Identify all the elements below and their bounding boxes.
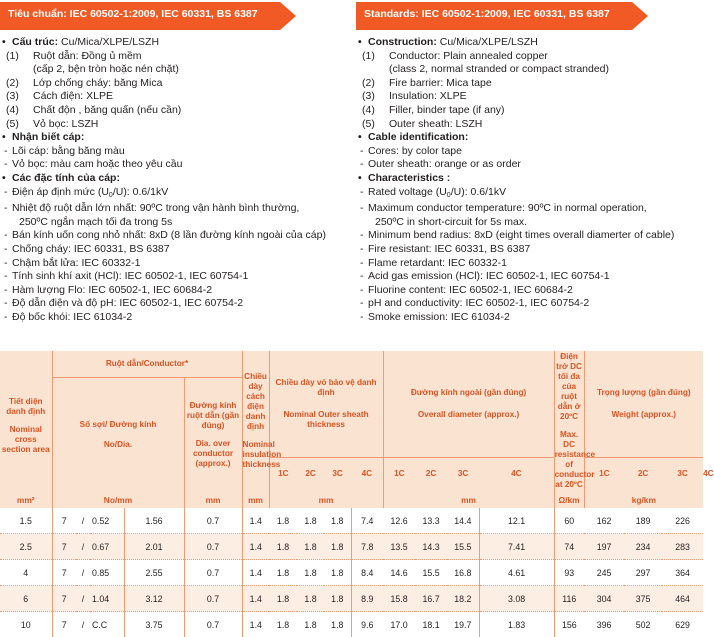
unit-res: Ω/km: [554, 491, 584, 508]
cell-sheath-4c: 1.8: [324, 508, 351, 534]
left-banner-text: Tiêu chuẩn: IEC 60502-1:2009, IEC 60331, BS 6387: [8, 8, 258, 20]
unit-wt: kg/km: [584, 491, 703, 508]
cell-weight-4c: 283: [662, 534, 703, 560]
cell-slash: /: [76, 612, 90, 637]
core-header-sheath-1c: 1C: [269, 457, 297, 491]
core-header-wt-2c: 2C: [624, 457, 662, 491]
core-count-row: 1C 2C 3C 4C 1C 2C 3C 4C 1C 2C 3C 4C: [0, 457, 703, 491]
cell-sheath-1c: 1.4: [242, 508, 269, 534]
cell-weight-3c: 234: [624, 534, 662, 560]
header-strands: Số sợi/ Đường kính No/Dia.: [52, 378, 184, 492]
cell-od-3c: 13.3: [415, 508, 447, 534]
cell-od-1c: 8.9: [351, 586, 383, 612]
left-spec-column: [0, 36, 350, 324]
table-row: [0, 560, 703, 586]
cell-strand-count: 7: [52, 560, 76, 586]
cell-conductor-diameter: 1.56: [124, 508, 184, 534]
unit-dia: mm: [184, 491, 242, 508]
cell-od-1c: 8.4: [351, 560, 383, 586]
core-header-od-2c: 2C: [415, 457, 447, 491]
core-header-od-4c: 4C: [479, 457, 554, 491]
item-number: (1): [362, 50, 386, 64]
item-number: (1): [6, 50, 30, 64]
table-row: [0, 534, 703, 560]
cell-weight-3c: 502: [624, 612, 662, 637]
cell-weight-1c: 93: [554, 560, 584, 586]
cell-insulation: 0.7: [184, 560, 242, 586]
table-row: [0, 508, 703, 534]
construction-item: [356, 90, 699, 104]
cell-strand-count: 7: [52, 586, 76, 612]
item-text: Vỏ bọc: LSZH: [0, 118, 350, 132]
cell-weight-2c: 245: [584, 560, 624, 586]
rated-voltage: - Điện áp định mức (U0/U): 0.6/1kV: [0, 186, 350, 203]
cell-od-2c: 15.8: [383, 586, 415, 612]
right-banner-text: Standards: IEC 60502-1:2009, IEC 60331, BS 6387: [364, 8, 610, 20]
cell-dc-resistance: 3.08: [479, 586, 554, 612]
rated-voltage: - Rated voltage (U0/U): 0.6/1kV: [356, 186, 699, 203]
characteristic-item: - Flame retardant: IEC 60332-1: [356, 257, 699, 271]
cell-strand-count: 7: [52, 534, 76, 560]
characteristic-item: - Fire resistant: IEC 60331, BS 6387: [356, 243, 699, 257]
core-header-wt-1c: 1C: [584, 457, 624, 491]
cell-sheath-2c: 1.8: [269, 508, 297, 534]
left-standards-banner: [0, 2, 300, 30]
unit-od: mm: [383, 491, 554, 508]
cell-wire-diameter: 0.52: [90, 508, 124, 534]
cell-area: 1.5: [0, 508, 52, 534]
identification-item: - Outer sheath: orange or as order: [356, 158, 699, 172]
item-text: (class 2, normal stranded or compact stranded): [356, 63, 699, 77]
cell-conductor-diameter: 2.55: [124, 560, 184, 586]
table-body: [0, 508, 703, 637]
cell-sheath-4c: 1.8: [324, 560, 351, 586]
header-overall-diameter: Đường kính ngoài (gần đúng) Overall diameter (approx.): [383, 351, 554, 457]
characteristics-heading: • Characteristics :: [356, 172, 699, 186]
cell-sheath-1c: 1.4: [242, 534, 269, 560]
core-header-od-1c: 1C: [383, 457, 415, 491]
cell-od-2c: 17.0: [383, 612, 415, 637]
characteristics-heading: • Các đặc tính của cáp:: [0, 172, 350, 186]
cell-strand-count: 7: [52, 612, 76, 637]
short-circuit-temperature: 250ºC in short-circuit for 5s max.: [356, 216, 699, 230]
cell-wire-diameter: C.C: [90, 612, 124, 637]
cell-od-3c: 18.1: [415, 612, 447, 637]
cell-weight-4c: 629: [662, 612, 703, 637]
construction-heading: • Cấu trúc: Cu/Mica/XLPE/LSZH: [0, 36, 350, 50]
construction-item: [356, 63, 699, 77]
construction-item: [0, 50, 350, 64]
cell-conductor-diameter: 2.01: [124, 534, 184, 560]
characteristic-item: - Chống cháy: IEC 60331, BS 6387: [0, 243, 350, 257]
cell-dc-resistance: 1.83: [479, 612, 554, 637]
item-text: Chất độn , băng quấn (nếu cần): [0, 104, 350, 118]
cell-sheath-1c: 1.4: [242, 586, 269, 612]
identification-item: - Lõi cáp: bằng băng màu: [0, 145, 350, 159]
header-dc-resistance: Điện trở DC tối đa của ruột dẫn ở 20ºC Max. DC resistance of conductor at 20ºC: [554, 351, 584, 491]
construction-item: [0, 118, 350, 132]
item-text: Fire barrier: Mica tape: [356, 77, 699, 91]
item-number: (4): [6, 104, 30, 118]
units-row: [0, 491, 703, 508]
short-circuit-temperature: 250ºC ngắn mạch tối đa trong 5s: [0, 216, 350, 230]
header-insulation: Chiều dày cách điện danh định Nominal insulation thickness: [242, 351, 269, 491]
cell-od-3c: 16.7: [415, 586, 447, 612]
cell-slash: /: [76, 560, 90, 586]
item-text: (cấp 2, bện tròn hoặc nén chặt): [0, 63, 350, 77]
cell-sheath-4c: 1.8: [324, 612, 351, 637]
cell-sheath-1c: 1.4: [242, 612, 269, 637]
header-conductor: Ruột dẫn/Conductor*: [52, 351, 242, 378]
cell-weight-3c: 375: [624, 586, 662, 612]
construction-item: [356, 118, 699, 132]
identification-item: - Vỏ bọc: màu cam hoặc theo yêu cầu: [0, 158, 350, 172]
identification-list: [356, 145, 699, 172]
cell-weight-2c: 197: [584, 534, 624, 560]
cell-weight-1c: 116: [554, 586, 584, 612]
item-number: (5): [6, 118, 30, 132]
item-number: (3): [6, 90, 30, 104]
cell-weight-1c: 156: [554, 612, 584, 637]
cell-weight-2c: 162: [584, 508, 624, 534]
cell-area: 10: [0, 612, 52, 637]
cell-insulation: 0.7: [184, 508, 242, 534]
cell-od-4c: 18.2: [447, 586, 479, 612]
unit-ins: mm: [242, 491, 269, 508]
item-text: Cách điện: XLPE: [0, 90, 350, 104]
item-number: (4): [362, 104, 386, 118]
cell-weight-1c: 60: [554, 508, 584, 534]
cell-weight-1c: 74: [554, 534, 584, 560]
cell-weight-3c: 189: [624, 508, 662, 534]
cell-conductor-diameter: 3.12: [124, 586, 184, 612]
table-row: [0, 586, 703, 612]
core-header-od-3c: 3C: [447, 457, 479, 491]
item-number: (2): [362, 77, 386, 91]
characteristic-item: - Smoke emission: IEC 61034-2: [356, 311, 699, 325]
core-header-sheath-3c: 3C: [324, 457, 351, 491]
unit-area: mm²: [0, 491, 52, 508]
right-spec-column: [356, 36, 699, 324]
characteristic-item: - Acid gas emission (HCl): IEC 60502-1, IEC 60754-1: [356, 270, 699, 284]
characteristic-item: - pH and conductivity: IEC 60502-1, IEC 60754-2: [356, 297, 699, 311]
construction-item: [356, 77, 699, 91]
cell-od-3c: 14.3: [415, 534, 447, 560]
unit-strands: No/mm: [52, 491, 184, 508]
table-row: [0, 612, 703, 637]
cell-od-2c: 14.6: [383, 560, 415, 586]
identification-list: [0, 145, 350, 172]
cell-sheath-2c: 1.8: [269, 534, 297, 560]
cell-od-1c: 7.4: [351, 508, 383, 534]
cell-od-2c: 12.6: [383, 508, 415, 534]
core-header-sheath-4c: 4C: [351, 457, 383, 491]
cell-od-1c: 9.6: [351, 612, 383, 637]
characteristic-item: - Minimum bend radius: 8xD (eight times overall diamerter of cable): [356, 229, 699, 243]
cell-od-3c: 15.5: [415, 560, 447, 586]
identification-heading: • Nhận biết cáp:: [0, 131, 350, 145]
cell-conductor-diameter: 3.75: [124, 612, 184, 637]
core-header-wt-3c: 3C: [662, 457, 703, 491]
cell-od-4c: 14.4: [447, 508, 479, 534]
item-text: Lớp chống cháy: băng Mica: [0, 77, 350, 91]
max-temperature: - Maximum conductor temperature: 90ºC in normal operation,: [356, 202, 699, 216]
characteristic-item: - Độ bốc khói: IEC 61034-2: [0, 311, 350, 325]
characteristic-item: - Hàm lượng Flo: IEC 60502-1, IEC 60684-2: [0, 284, 350, 298]
cell-area: 6: [0, 586, 52, 612]
cell-sheath-4c: 1.8: [324, 586, 351, 612]
cell-weight-4c: 226: [662, 508, 703, 534]
item-number: (3): [362, 90, 386, 104]
cell-od-4c: 16.8: [447, 560, 479, 586]
item-text: Insulation: XLPE: [356, 90, 699, 104]
identification-heading: • Cable identification:: [356, 131, 699, 145]
cell-weight-2c: 396: [584, 612, 624, 637]
item-text: Conductor: Plain annealed copper: [356, 50, 699, 64]
header-area: Tiết diện danh định Nominal cross section area: [0, 351, 52, 491]
item-text: Ruột dẫn: Đồng ủ mềm: [0, 50, 350, 64]
max-temperature: - Nhiệt độ ruột dẫn lớn nhất: 90ºC trong vận hành bình thường,: [0, 202, 350, 216]
core-header-sheath-2c: 2C: [297, 457, 324, 491]
item-number: (5): [362, 118, 386, 132]
header-weight: Trọng lượng (gần đúng) Weight (approx.): [584, 351, 703, 457]
cable-spec-table: [0, 351, 703, 637]
construction-item: [0, 104, 350, 118]
cell-dc-resistance: 4.61: [479, 560, 554, 586]
cell-od-4c: 19.7: [447, 612, 479, 637]
cell-weight-2c: 304: [584, 586, 624, 612]
construction-list: [356, 50, 699, 132]
cell-weight-4c: 464: [662, 586, 703, 612]
right-standards-banner: [356, 2, 656, 30]
cell-sheath-3c: 1.8: [297, 534, 324, 560]
cell-od-2c: 13.5: [383, 534, 415, 560]
cell-strand-count: 7: [52, 508, 76, 534]
cell-area: 2.5: [0, 534, 52, 560]
construction-item: [356, 104, 699, 118]
cell-wire-diameter: 0.85: [90, 560, 124, 586]
cell-weight-3c: 297: [624, 560, 662, 586]
header-sheath: Chiều dày vỏ bảo vệ danh định Nominal Outer sheath thickness: [269, 351, 383, 457]
cell-slash: /: [76, 586, 90, 612]
characteristics-list: [0, 229, 350, 324]
cell-dc-resistance: 7.41: [479, 534, 554, 560]
cell-sheath-2c: 1.8: [269, 560, 297, 586]
header-conductor-diameter: Đường kính ruột dẫn (gần đúng) Dia. over conductor (approx.): [184, 378, 242, 492]
cell-sheath-1c: 1.4: [242, 560, 269, 586]
cell-od-4c: 15.5: [447, 534, 479, 560]
cell-sheath-3c: 1.8: [297, 612, 324, 637]
item-text: Outer sheath: LSZH: [356, 118, 699, 132]
item-number: (2): [6, 77, 30, 91]
cell-insulation: 0.7: [184, 612, 242, 637]
cell-wire-diameter: 0.67: [90, 534, 124, 560]
unit-sheath: mm: [269, 491, 383, 508]
identification-item: - Cores: by color tape: [356, 145, 699, 159]
cell-insulation: 0.7: [184, 534, 242, 560]
cell-od-1c: 7.8: [351, 534, 383, 560]
cell-slash: /: [76, 508, 90, 534]
cell-sheath-2c: 1.8: [269, 586, 297, 612]
cell-sheath-2c: 1.8: [269, 612, 297, 637]
cell-sheath-3c: 1.8: [297, 560, 324, 586]
characteristics-list: [356, 229, 699, 324]
cell-insulation: 0.7: [184, 586, 242, 612]
cell-sheath-4c: 1.8: [324, 534, 351, 560]
construction-item: [0, 90, 350, 104]
item-text: Filler, binder tape (if any): [356, 104, 699, 118]
cell-area: 4: [0, 560, 52, 586]
cell-weight-4c: 364: [662, 560, 703, 586]
characteristic-item: - Độ dẫn điện và độ pH: IEC 60502-1, IEC 60754-2: [0, 297, 350, 311]
cell-sheath-3c: 1.8: [297, 508, 324, 534]
characteristic-item: - Fluorine content: IEC 60502-1, IEC 60684-2: [356, 284, 699, 298]
cell-sheath-3c: 1.8: [297, 586, 324, 612]
characteristic-item: - Bán kính uốn cong nhỏ nhất: 8xD (8 lần đường kính ngoài của cáp): [0, 229, 350, 243]
construction-heading: • Construction: Cu/Mica/XLPE/LSZH: [356, 36, 699, 50]
cell-wire-diameter: 1.04: [90, 586, 124, 612]
cell-dc-resistance: 12.1: [479, 508, 554, 534]
cell-slash: /: [76, 534, 90, 560]
characteristic-item: - Chậm bắt lửa: IEC 60332-1: [0, 257, 350, 271]
construction-item: [0, 63, 350, 77]
construction-list: [0, 50, 350, 132]
construction-item: [0, 77, 350, 91]
construction-item: [356, 50, 699, 64]
characteristic-item: - Tính sinh khí axit (HCl): IEC 60502-1, IEC 60754-1: [0, 270, 350, 284]
